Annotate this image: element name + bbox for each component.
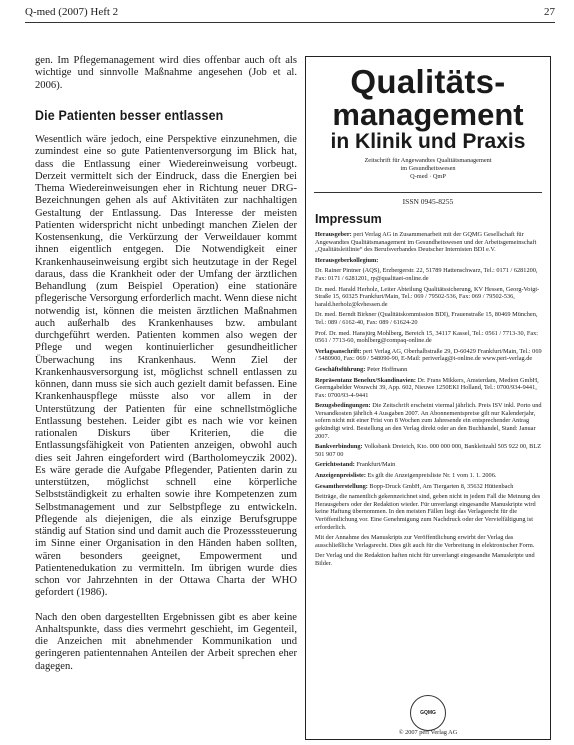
impressum-entry-text: Volksbank Dreieich, Kto. 000 000 000, Bankleitzahl 505 922 00, BLZ 501 907 00 (315, 443, 542, 458)
impressum-entry (315, 286, 543, 309)
impressum-entry-text: Frankfurt/Main (356, 461, 396, 469)
journal-logo (306, 65, 550, 154)
impressum-entry-text: Der Verlag und die Redaktion haften nicht für unverlangt eingesandte Manuskripte und Bilder. (315, 552, 535, 567)
impressum-entry-label: Gesamtherstellung: (315, 482, 370, 490)
subtitle-line-2: im Gesundheitswesen (400, 164, 456, 172)
logo-line-1: Qualitäts- (350, 63, 506, 100)
impressum-entry-text: peri Verlag AG, Oberhalbstraße 29, D-60429 Frankfurt/Main, Tel.: 069 / 5480900, Fax: 069 / 548090-90, E-Mail: periverlag@t-online.de www.peri-verlag.de (315, 347, 542, 363)
impressum-entry (315, 366, 543, 374)
impressum-entry-text: Dr. Rainer Pintner (AQS), Erzbergerstr. 22, 51789 Hattenschwarz, Tel.: 0171 / 6281200, Fax: 0171 / 6281201, rp@qualitaet-online.de (315, 267, 538, 282)
impressum-entry (315, 231, 543, 254)
impressum-entry-label: Herausgeberkollegium: (315, 256, 379, 264)
impressum-entry (315, 402, 543, 440)
article-intro: gen. Im Pflegemanagement wird dies offenbar auch oft als wichtige und sinnvolle Maßnahme angesehen (Job et al. 2006). (35, 55, 297, 91)
subtitle-line-3: Q-med · QmP (410, 172, 446, 180)
impressum-entry (315, 472, 543, 480)
impressum-entry (315, 493, 543, 531)
impressum-entry-text: Dr. med. Berndt Birkner (Qualitätskommission BDI), Frauenstraße 15, 80469 München, Tel.: 089 / 6162-40, Fax: 089 / 61624-20 (315, 311, 538, 326)
logo-line-2: management (332, 97, 524, 132)
impressum-entry-label: Gerichtsstand: (315, 461, 357, 469)
impressum-entry-text: Bopp-Druck GmbH, Am Tiergarten 8, 35632 Hüttenbach (369, 482, 514, 490)
article-paragraph-2: Nach den oben dargestellten Ergebnissen gibt es aber keine Anhaltspunkte, dass dies vermehrt geschieht, im Gegenteil, die Anzeichen mit abnehmender Kommunikation und geringeren patientennahen Anteilen der Arbeit sprechen eher dagegen. (35, 611, 297, 672)
impressum-entry (315, 348, 543, 363)
article-column (35, 55, 297, 673)
header-rule (25, 22, 555, 23)
impressum-entry-label: Bankverbindung: (315, 443, 365, 451)
impressum-entry (315, 461, 543, 469)
impressum-box (305, 56, 551, 740)
impressum-entry-label: Verlagsanschrift: (315, 347, 363, 355)
impressum-entry-label: Herausgeber: (315, 231, 354, 238)
impressum-entry-text: Dr. med. Harald Herholz, Leiter Abteilung Qualitätssicherung, KV Hessen, Georg-Voigt-Straße 15, 60325 Frankfurt/Main, Tel.: 069 / 79502-536, Fax: 069 / 79502-536, harald.herholz@kvhessen.de (315, 285, 540, 308)
impressum-body (315, 231, 543, 571)
impressum-entry (315, 330, 543, 345)
impressum-entry-text: Dr. Frans Mikkers, Amsterdam, Medion GmbH, Geerngabelder Wouwchi 39, App. 602, Nieuwe 1250EKI Holland, Tel.: 0700/934-9441, Fax: 0700/93-4-9441 (315, 376, 539, 399)
journal-subtitle (306, 157, 550, 180)
issn: ISSN 0945-8255 (402, 197, 454, 206)
article-paragraph-1: Wesentlich wäre jedoch, eine Perspektive einzunehmen, die zumindest eine so gute Patientenversorgung im Blick hat, dass die Entlassung einer Wiedereinweisung vorbeugt. Derzeit vermittelt sich der Eindruck, dass die Energien bei Thema Wiedereinweisungen eher in Richtung neuer DRG-Bezeichnungen gehen als auf Aktivitäten zur nachhaltigen Gestaltung der Entlassung. Das Interesse der meisten Patienten widerspricht nicht unbedingt manchen Zielen der Kostensenkung, die Verkürzung der Verweildauer kommt ihnen eigentlich entgegen. Die Notwendigkeit einer Krankenhauseinweisung ergibt sich heutzutage in der Regel daraus, dass die Krankheit oder der Umfang der ärztlichen Behandlung (zum Beispiel Operation) eine stationäre pflegerische Versorgung erforderlich macht. Wenn diese nicht notwendig ist, können die meisten ärztlichen Maßnahmen auch außerhalb des Krankenhauses bzw. ambulant durchgeführt werden. Patienten kommen also wegen der Pflege und wegen kontinuierlicher gesundheitlicher Überwachung ins Krankenhaus. Wenn Ziel der Krankenhausversorgung ist, möglichst schnell entlassen zu können, dann muss sie sich auch gezielt damit befassen. Eine Krankenhauspflege müsste also vor allem in der Unterstützung der Patienten für eine schnellstmögliche Entlassung bestehen. Leider gibt es nach wie vor keinen rationalen Diskurs über Kriterien, die die Entlassungsfähigkeit von Patienten anzeigen, obwohl auch dies seit Jahren eingefordert wird (Bartholomeyczik 2002). Es wäre gerade die Aufgabe Pflegender, Patienten darin zu unterstützen, möglichst schnell eine körperliche Selbstständigkeit zu erhalten sowie ihre Kompetenzen zum Selbstmanagement und zur Selbstpflege zu entwickeln. Pflegende als diejenigen, die als einzige Berufsgruppe ständig auf Station sind und damit auch die Prozesssteuerung im Sinne einer Organisation in den Händen haben sollten, wären besonders geeignet, Empowerment und Patientenedukation zu vermitteln. Im übrigen wurde dies schon vor Jahrzehnten in der Ottawa Charta der WHO gefordert (1986). (35, 134, 297, 599)
impressum-entry-text: Beiträge, die namentlich gekennzeichnet sind, geben nicht in jedem Fall die Meinung des Herausgebers oder der Redaktion wieder. Für unverlangt eingesandte Manuskripte wird keine Haftung übernommen. In den meisten Fällen liegt das Verlagsrecht für die Veröffentlichung vor. Eine Genehmigung zum Nachdruck oder der Vervielfältigung ist erforderlich. (315, 493, 541, 531)
impressum-entry-text: Es gilt die Anzeigenpreisliste Nr. 1 vom 1. 1. 2006. (367, 472, 497, 480)
impressum-entry (315, 267, 543, 282)
section-title: Die Patienten besser entlassen (35, 107, 224, 123)
impressum-entry-text: Die Zeitschrift erscheint viermal jährlich. Preis ISV inkl. Porto und Versandkosten jährlich 4 Ausgaben 2007. An Abonnementspreise gilt nur Kalenderjahr, sofern nicht mit einer Frist von 8 Wochen zum Jahresende ein entsprechender Antrag gekündigt wird. Bestellung an den Verlag direkt oder an den Buchhandel, Stand: Januar 2007. (315, 402, 542, 440)
impressum-entry-label: Bezugsbedingungen: (315, 402, 373, 410)
running-head (25, 6, 555, 20)
impressum-entry (315, 377, 543, 400)
subtitle-line-1: Zeitschrift für Angewandtes Qualitätsmanagement (364, 157, 492, 164)
impressum-title: Impressum (315, 212, 382, 226)
impressum-entry (315, 443, 543, 458)
impressum-entry (315, 257, 543, 265)
impressum-entry-text: peri Verlag AG in Zusammenarbeit mit der GQMG Gesellschaft für Angewandtes Qualitätsmanagement im Gesundheitswesen und der Arbeitsgemeinschaft „Qualitätsleitlinie“ des Berufsverbandes Deutscher Internisten BDI e.V. (315, 231, 537, 254)
copyright: © 2007 peri Verlag AG (398, 729, 458, 736)
impressum-entry-label: Geschäftsführung: (315, 365, 367, 373)
impressum-entry-label: Repräsentanz Benelux/Skandinavien: (315, 376, 418, 384)
impressum-entry-text: Peter Hoffmann (366, 365, 408, 373)
page-number: 27 (544, 6, 555, 18)
impressum-entry (315, 552, 543, 567)
impressum-entry (315, 311, 543, 326)
impressum-entry-text: Prof. Dr. med. Hansjürg Mohlberg, Bereich 15, 34117 Kassel, Tel.: 0561 / 7713-30, Fax: 0561 / 7713-60, mohlberg@compaq-online.de (315, 329, 539, 345)
impressum-entry-text: Mit der Annahme des Manuskripts zur Veröffentlichung erwirbt der Verlag das ausschließliche Verlagsrecht. Dies gilt auch für die Verbreitung in elektronischer Form. (315, 534, 535, 549)
logo-line-3: in Klinik und Praxis (330, 130, 526, 153)
gqmg-seal-icon: GQMG (410, 695, 446, 731)
journal-issue: Q-med (2007) Heft 2 (25, 6, 119, 18)
impressum-entry (315, 534, 543, 549)
box-divider (314, 192, 542, 193)
impressum-entry-label: Anzeigenpreisliste: (315, 472, 368, 480)
impressum-entry (315, 483, 543, 491)
